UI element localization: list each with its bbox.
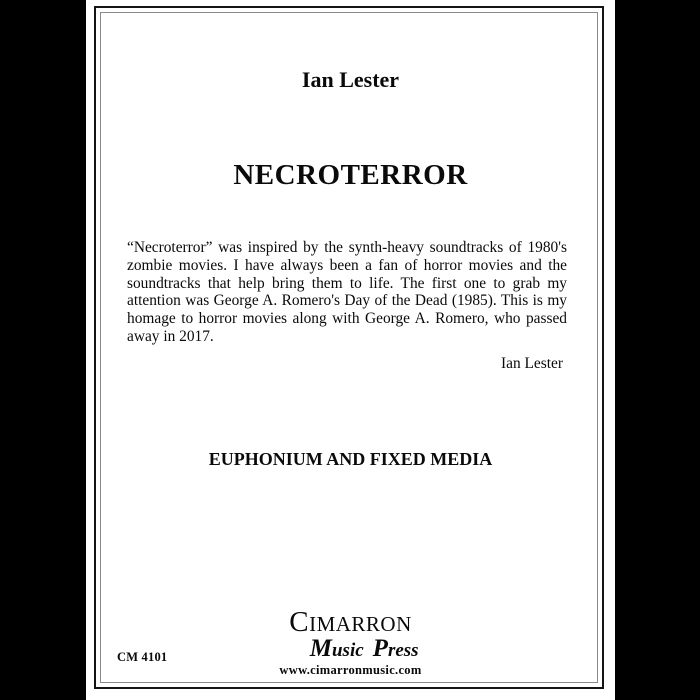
imprint-word: Press [372, 635, 419, 663]
inner-border [100, 12, 598, 683]
program-note [127, 239, 567, 346]
program-note-attribution: Ian Lester [501, 355, 563, 372]
imprint-word: Music [309, 635, 364, 663]
program-note-line: “Necroterror” was inspired by the synth-heavy soundtracks of 1980's [127, 239, 567, 256]
program-note-line: zombie movies. I have always been a fan of horror movies and the [127, 256, 567, 274]
publisher-imprint [279, 635, 421, 663]
publisher-name: CIMARRON [289, 606, 412, 638]
program-note-line: soundtracks that help bring them to life. The first one to grab my [127, 274, 567, 292]
instrumentation-line: EUPHONIUM AND FIXED MEDIA [208, 449, 493, 469]
program-note-line: away in 2017. [127, 327, 214, 345]
program-note-line: attention was George A. Romero's Day of the Dead (1985). This is my [127, 292, 567, 310]
publisher-url: www.cimarronmusic.com [279, 662, 422, 677]
composer-name: Ian Lester [301, 67, 400, 92]
piece-title: NECROTERROR [233, 159, 468, 191]
publisher-logo [279, 606, 421, 678]
score-cover-page [86, 0, 615, 700]
catalog-number: CM 4101 [117, 650, 168, 664]
program-note-line: homage to horror movies along with George A. Romero, who passed [127, 310, 567, 328]
